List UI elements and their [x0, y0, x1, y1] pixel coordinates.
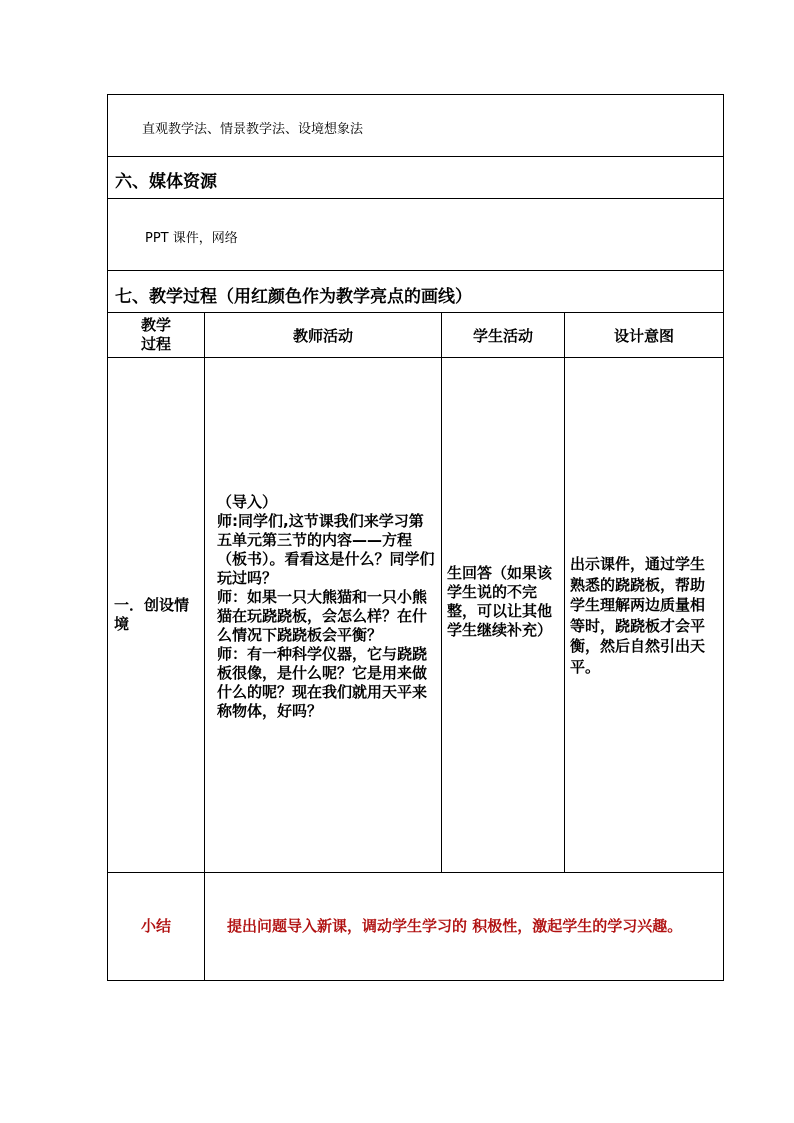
header-teaching-process: [108, 313, 204, 357]
header-design-intent: 设计意图: [613, 326, 674, 345]
header-teacher-activity: 教师活动: [292, 326, 353, 345]
summary-text: 提出问题导入新课，调动学生学习的 积极性，激起学生的学习兴趣。: [227, 917, 683, 935]
section-7-title: 七、教学过程（用红颜色作为教学亮点的画线）: [115, 287, 472, 307]
teacher-activity-text: （导入） 师:同学们,这节课我们来学习第五单元第三节的内容——方程（板书）。看看这是什么？同学们玩过吗？ 师：如果一只大熊猫和一只小熊猫在玩跷跷板，会怎么样？在什么情况下跷跷板会平衡？ 师：有一种科学仪器，它与跷跷板很像，是什么呢？它是用来做什么的呢？现在我们就用天平来称物体，好吗？: [217, 493, 435, 720]
student-activity-text: 生回答（如果该学生说的不完整，可以让其他学生继续补充）: [447, 564, 553, 639]
section-6-title: 六、媒体资源: [115, 172, 217, 192]
process-stage-label: 一．创设情境: [114, 596, 190, 633]
column-divider: [204, 312, 205, 981]
row-divider: [107, 156, 724, 157]
media-resources-text: PPT 课件，网络: [145, 231, 238, 246]
column-divider: [564, 312, 565, 873]
header-process-line1: 教学: [140, 316, 171, 334]
design-intent-text: 出示课件，通过学生熟悉的跷跷板，帮助学生理解两边质量相等时，跷跷板才会平衡，然后自然引出天平。: [570, 555, 706, 676]
row-divider: [107, 357, 724, 358]
row-divider: [107, 198, 724, 199]
row-divider: [107, 872, 724, 873]
table-border-top: [107, 94, 724, 95]
column-divider: [441, 312, 442, 873]
header-process-line2: 过程: [140, 335, 171, 353]
summary-label: 小结: [140, 917, 171, 935]
lesson-plan-table: [107, 94, 724, 981]
row-divider: [107, 270, 724, 271]
table-border-bottom: [107, 980, 724, 981]
table-border-right: [723, 94, 724, 981]
header-student-activity: 学生活动: [472, 326, 533, 345]
teaching-methods-text: 直观教学法、情景教学法、设境想象法: [142, 122, 364, 137]
table-border-left: [107, 94, 108, 981]
